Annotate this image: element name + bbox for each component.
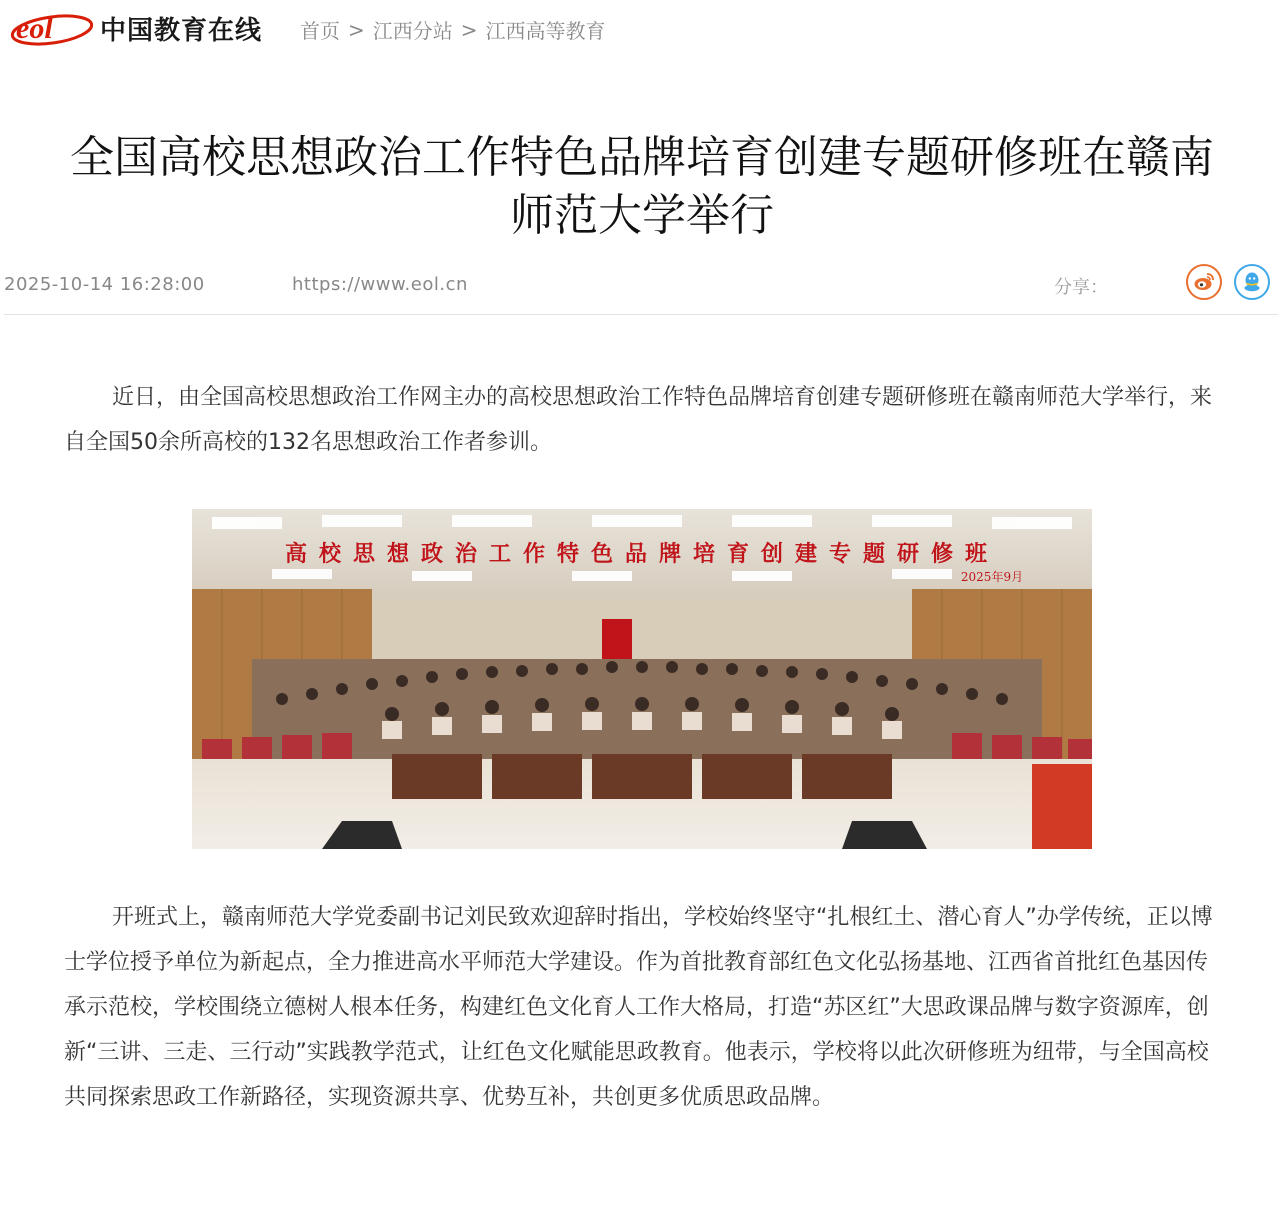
breadcrumb-jiangxi[interactable]: 江西分站 <box>372 19 453 43</box>
site-logo[interactable] <box>10 6 270 50</box>
eol-logo-mark <box>10 8 96 48</box>
share-label: 分享： <box>1054 277 1108 298</box>
weibo-icon <box>1193 272 1215 292</box>
article-title-line1: 全国高校思想政治工作特色品牌培育创建专题研修班在赣南 <box>70 132 1214 184</box>
svg-text:高校思想政治工作特色品牌培育创建专题研修班: 高校思想政治工作特色品牌培育创建专题研修班 <box>284 541 1000 567</box>
article-title-line2: 师范大学举行 <box>510 190 774 242</box>
site-header <box>0 0 1284 58</box>
breadcrumb-higher-education[interactable]: 江西高等教育 <box>485 19 606 43</box>
publish-date: 2025-10-14 16:28:00 <box>4 274 205 295</box>
breadcrumb-separator: > <box>348 17 365 42</box>
article-meta <box>4 260 1278 315</box>
article-paragraph: 开班式上，赣南师范大学党委副书记刘民致欢迎辞时指出，学校始终坚守“扎根红土、潜心育人”办学传统，正以博士学位授予单位为新起点，全力推进高水平师范大学建设。作为首批教育部红色文化弘扬基地、江西省首批红色基因传承示范校，学校围绕立德树人根本任务，构建红色文化育人工作大格局，打造“苏区红”大思政课品牌与数字资源库，创新“三讲、三走、三行动”实践教学范式，让红色文化赋能思政教育。他表示，学校将以此次研修班为纽带，与全国高校共同探索思政工作新路径，实现资源共享、优势互补，共创更多优质思政品牌。 <box>64 905 1213 1110</box>
weibo-share-button[interactable] <box>1186 264 1222 300</box>
breadcrumb <box>300 15 606 44</box>
breadcrumb-separator: > <box>460 17 478 42</box>
source-link[interactable]: https://www.eol.cn <box>292 274 468 295</box>
article-paragraph: 近日，由全国高校思想政治工作网主办的高校思想政治工作特色品牌培育创建专题研修班在赣南师范大学举行，来自全国50余所高校的132名思想政治工作者参训。 <box>64 385 1213 455</box>
article-photo <box>192 509 1092 849</box>
svg-text:2025年9月: 2025年9月 <box>960 570 1024 584</box>
svg-text:eol: eol <box>16 12 53 45</box>
qq-share-button[interactable] <box>1234 264 1270 300</box>
article-title <box>0 129 1284 245</box>
logo-text: 中国教育在线 <box>100 15 263 46</box>
qq-icon <box>1242 271 1262 293</box>
breadcrumb-home[interactable]: 首页 <box>300 19 340 43</box>
